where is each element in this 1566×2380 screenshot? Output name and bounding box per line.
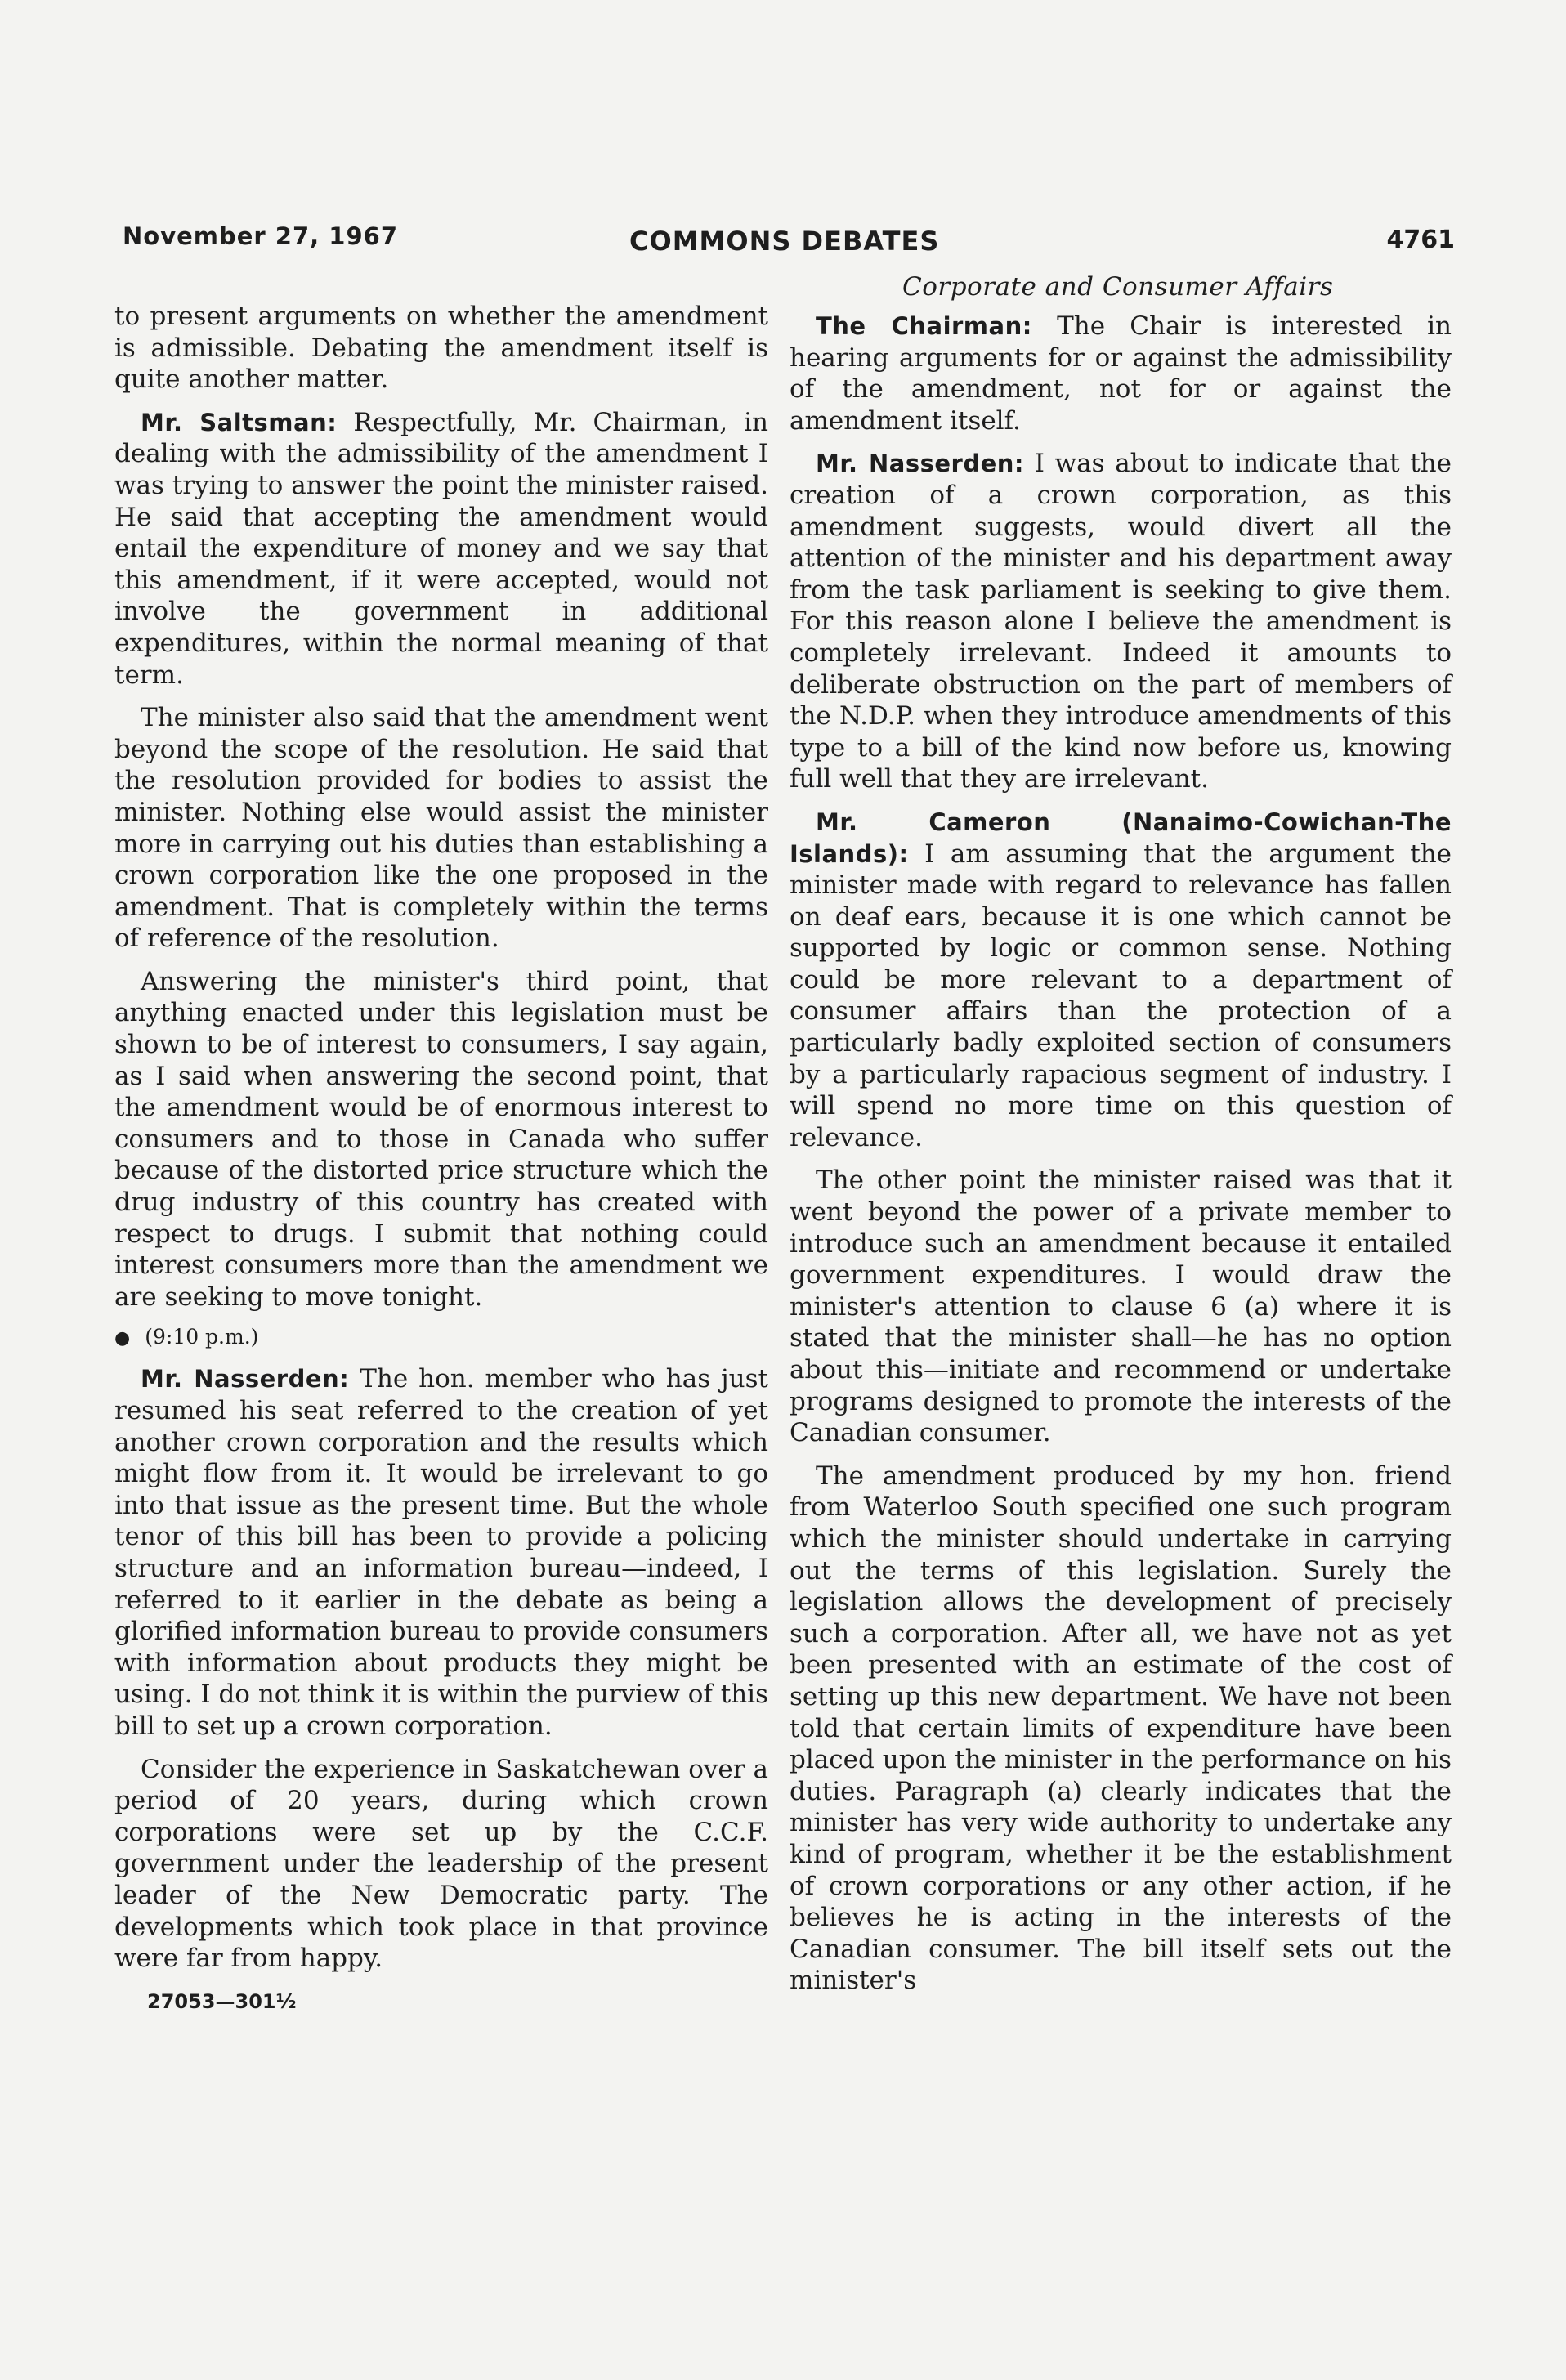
speech-text: Respectfully, Mr. Chairman, in dealing with the admissibility of the amendment I was trying to answer the point the minister raised. He said that accepting the amendment would entail the expenditure of money and we say that this amendment, if it were accepted, would not involve the government in additional expenditures, within the normal meaning of that term. — [114, 407, 768, 690]
speaker-name: The Chairman: — [816, 312, 1032, 340]
left-paragraph-4: Answering the minister's third point, that anything enacted under this legislation must be shown to be of interest to consumers, I say again, as I said when answering the second point, that the amendment would be of enormous interest to consumers and to those in Canada who suffer because of the distorted price structure which the drug industry of this country has created with respect to drugs. I submit that nothing could interest consumers more than the amendment we are seeking to move tonight. — [114, 966, 768, 1312]
right-paragraph-3 — [790, 807, 1452, 1154]
speaker-name: Mr. Nasserden: — [816, 450, 1024, 478]
left-column — [114, 301, 768, 2017]
section-subheading: Corporate and Consumer Affairs — [902, 272, 1334, 302]
timestamp-text: (9:10 p.m.) — [145, 1325, 259, 1349]
page-footer-code: 27053—301½ — [147, 1989, 297, 2013]
header-date: November 27, 1967 — [123, 222, 398, 250]
right-paragraph-4: The other point the minister raised was that it went beyond the power of a private member to introduce such an amendment because it entailed government expenditures. I would draw the minister's attention to clause 6 (a) where it is stated that the minister shall—he has no option about this—initiate and recommend or undertake programs designed to promote the interests of the Canadian consumer. — [790, 1165, 1452, 1448]
speaker-name: Mr. Saltsman: — [141, 408, 338, 436]
speaker-name: Mr. Cameron (Nanaimo-Cowichan-The Islands): — [790, 808, 1452, 868]
speech-text: The Chair is interested in hearing arguments for or against the admissibility of the amendment, not for or against the amendment itself. — [790, 311, 1452, 436]
left-paragraph-1: to present arguments on whether the amendment is admissible. Debating the amendment itself is quite another matter. — [114, 302, 768, 395]
left-paragraph-5 — [114, 1363, 768, 1742]
speech-text: The hon. member who has just resumed his seat referred to the creation of yet another crown corporation and the results which might flow from it. It would be irrelevant to go into that issue as the present time. But the whole tenor of this bill has been to provide a policing structure and an information bureau—indeed, I referred to it earlier in the debate as being a glorified information bureau to provide consumers with information about products they might be using. I do not think it is within the purview of this bill to set up a crown corporation. — [114, 1364, 768, 1741]
speech-text: I was about to indicate that the creation of a crown corporation, as this amendment suggests, would divert all the attention of the minister and his department away from the task parliament is seeking to give them. For this reason alone I believe the amendment is completely irrelevant. Indeed it amounts to deliberate obstruction on the part of members of the N.D.P. when they introduce amendments of this type to a bill of the kind now before us, knowing full well that they are irrelevant. — [790, 449, 1452, 794]
bullet-icon: ● — [114, 1328, 131, 1349]
right-paragraph-5: The amendment produced by my hon. friend from Waterloo South specified one such program which the minister should undertake in carrying out the terms of this legislation. Surely the legislation allows the development of precisely such a corporation. After all, we have not as yet been presented with an estimate of the cost of setting up this new department. We have not been told that certain limits of expenditure have been placed upon the minister in the performance on his duties. Paragraph (a) clearly indicates that the minister has very wide authority to undertake any kind of program, whether it be the establishment of crown corporations or any other action, if he believes he is acting in the interests of the Canadian consumer. The bill itself sets out the minister's — [790, 1461, 1452, 1996]
right-paragraph-1 — [790, 311, 1452, 436]
header-page-number: 4761 — [1386, 226, 1455, 254]
timestamp — [114, 1324, 768, 1352]
right-column — [790, 311, 1452, 2008]
page-header — [123, 222, 1455, 263]
speaker-name: Mr. Nasserden: — [141, 1365, 350, 1394]
speech-text: I am assuming that the argument the minister made with regard to relevance has fallen on deaf ears, because it is one which cannot be supported by logic or common sense. Nothing could be more relevant to a department of consumer affairs than the protection of a particularly badly exploited section of consumers by a particularly rapacious segment of industry. I will spend no more time on this question of relevance. — [790, 839, 1452, 1152]
left-paragraph-6: Consider the experience in Saskatchewan over a period of 20 years, during which crown corporations were set up by the C.C.F. government under the leadership of the present leader of the New Democratic party. The developments which took place in that province were far from happy. — [114, 1754, 768, 1974]
left-paragraph-3: The minister also said that the amendment went beyond the scope of the resolution. He said that the resolution provided for bodies to assist the minister. Nothing else would assist the minister more in carrying out his duties than establishing a crown corporation like the one proposed in the amendment. That is completely within the terms of reference of the resolution. — [114, 703, 768, 954]
header-title: COMMONS DEBATES — [629, 226, 940, 257]
left-paragraph-2 — [114, 407, 768, 691]
right-paragraph-2 — [790, 448, 1452, 795]
